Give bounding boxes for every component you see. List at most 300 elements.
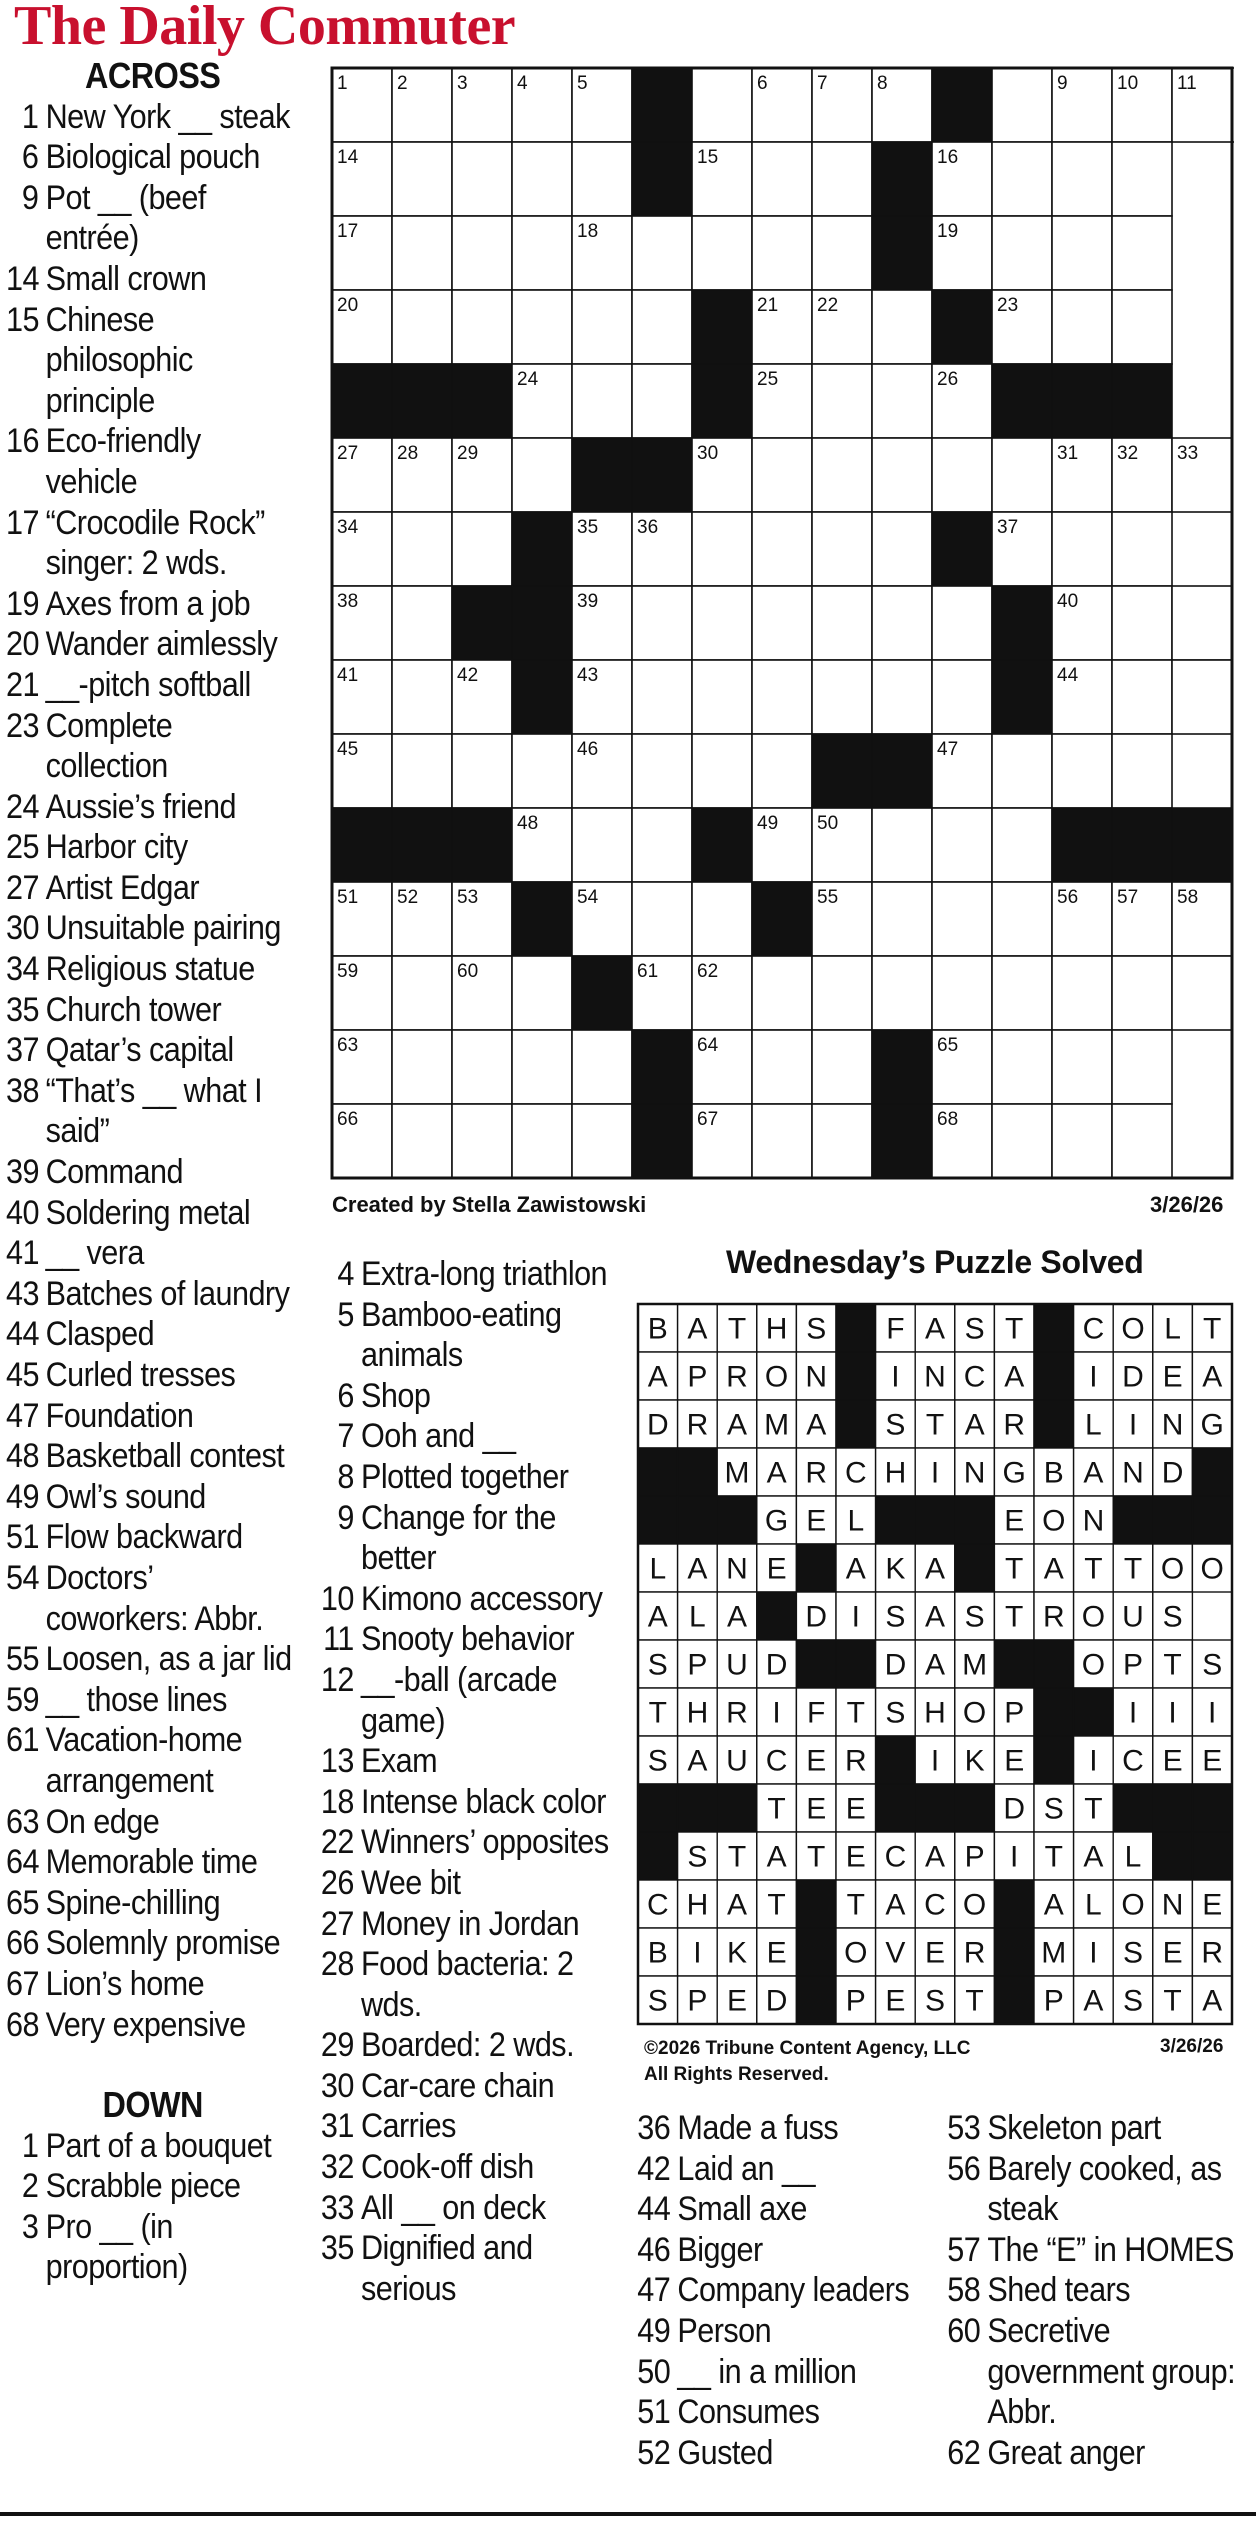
grid-square[interactable] — [992, 142, 1052, 216]
square-number: 3 — [457, 73, 468, 94]
grid-square[interactable] — [452, 734, 512, 808]
grid-square[interactable] — [452, 216, 512, 290]
puzzle-credit: Created by Stella Zawistowski — [332, 1192, 647, 1217]
clue-down_col3-52 — [636, 2433, 924, 2474]
solved-black-square — [1192, 1496, 1232, 1544]
clue-down_col3-42 — [636, 2149, 924, 2190]
solved-letter: A — [766, 1840, 787, 1874]
solved-letter: S — [964, 1312, 985, 1346]
clue-text: Exam — [361, 1742, 438, 1781]
clue-number: 16 — [6, 422, 39, 461]
grid-square[interactable] — [572, 142, 632, 216]
clue-text: Command — [45, 1153, 183, 1192]
grid-square[interactable] — [992, 734, 1052, 808]
clue-down_col4-60 — [946, 2311, 1243, 2433]
square-number: 34 — [337, 517, 359, 538]
grid-square[interactable] — [632, 364, 692, 438]
grid-square[interactable] — [752, 438, 812, 512]
solved-letter: T — [767, 1792, 786, 1826]
solved-letter: I — [1010, 1840, 1019, 1874]
grid-square[interactable] — [812, 438, 872, 512]
grid-square[interactable] — [572, 364, 632, 438]
grid-square[interactable] — [1052, 290, 1112, 364]
solved-letter: R — [726, 1696, 748, 1730]
clue-text: Small axe — [677, 2190, 807, 2229]
grid-square[interactable] — [692, 586, 752, 660]
solved-letter: N — [924, 1360, 946, 1394]
grid-square[interactable] — [392, 1104, 452, 1178]
black-square — [872, 142, 932, 216]
solved-letter: D — [1161, 1456, 1184, 1490]
grid-square[interactable] — [1052, 512, 1112, 586]
black-square — [992, 586, 1052, 660]
clue-number: 43 — [6, 1274, 39, 1313]
clue-number: 27 — [320, 1904, 354, 1943]
grid-square[interactable] — [692, 882, 752, 956]
square-number: 51 — [337, 887, 359, 908]
solved-black-square — [1034, 1352, 1074, 1400]
solved-letter: D — [765, 1984, 788, 2018]
clue-down_col4-57 — [946, 2230, 1243, 2271]
solved-letter: U — [726, 1744, 748, 1778]
grid-square[interactable] — [392, 142, 452, 216]
solved-letter: N — [1122, 1456, 1144, 1490]
clue-across-68 — [6, 2005, 299, 2046]
grid-square[interactable] — [452, 1030, 512, 1104]
grid-square[interactable] — [512, 734, 572, 808]
square-number: 47 — [937, 739, 959, 760]
grid-square[interactable] — [992, 808, 1052, 882]
clue-number: 17 — [6, 503, 39, 542]
grid-square[interactable] — [752, 586, 812, 660]
solved-letter: R — [963, 1936, 986, 1970]
solved-black-square — [678, 1496, 718, 1544]
solved-letter: E — [1162, 1936, 1183, 1970]
solved-letter: T — [965, 1984, 984, 2018]
grid-square[interactable] — [392, 734, 452, 808]
grid-square[interactable] — [932, 438, 992, 512]
clue-text: Winners’ opposites — [361, 1823, 609, 1862]
grid-square[interactable] — [872, 808, 932, 882]
grid-square[interactable] — [812, 216, 872, 290]
clue-number: 42 — [637, 2149, 671, 2188]
grid-square[interactable] — [812, 512, 872, 586]
solved-letter: C — [924, 1888, 946, 1922]
grid-square[interactable] — [872, 438, 932, 512]
grid-square[interactable] — [1172, 956, 1232, 1030]
solved-black-square — [876, 1736, 916, 1784]
clue-number: 50 — [637, 2352, 671, 2391]
solved-black-square — [638, 1496, 678, 1544]
solved-black-square — [955, 1784, 995, 1832]
grid-square[interactable] — [992, 882, 1052, 956]
square-number: 45 — [337, 739, 359, 760]
solved-letter: A — [687, 1744, 708, 1778]
grid-square[interactable] — [932, 956, 992, 1030]
grid-square[interactable] — [572, 290, 632, 364]
grid-square[interactable] — [1112, 1030, 1172, 1104]
solved-black-square — [1153, 1832, 1193, 1880]
grid-square[interactable] — [812, 1030, 872, 1104]
grid-square[interactable] — [932, 882, 992, 956]
grid-square[interactable] — [512, 216, 572, 290]
grid-square[interactable] — [512, 956, 572, 1030]
masthead: The Daily Commuter — [14, 0, 516, 57]
grid-square[interactable] — [992, 438, 1052, 512]
grid-square[interactable] — [812, 1104, 872, 1178]
grid-square[interactable] — [572, 1030, 632, 1104]
square-number: 25 — [757, 369, 779, 390]
grid-square[interactable] — [1052, 216, 1112, 290]
solved-letter: U — [726, 1648, 748, 1682]
square-number: 8 — [877, 73, 888, 94]
black-square — [512, 512, 572, 586]
clue-down_col1-2 — [6, 2166, 299, 2207]
grid-square[interactable] — [992, 216, 1052, 290]
clue-number: 22 — [320, 1823, 354, 1862]
solved-black-square — [994, 1928, 1034, 1976]
grid-square[interactable] — [572, 1104, 632, 1178]
square-number: 64 — [697, 1035, 719, 1056]
grid-square[interactable] — [1112, 956, 1172, 1030]
solved-letter: O — [1081, 1600, 1106, 1634]
clue-text: Memorable time — [45, 1843, 258, 1882]
clue-down_col2-10 — [316, 1579, 613, 1620]
grid-square[interactable] — [452, 290, 512, 364]
square-number: 2 — [397, 73, 408, 94]
solved-black-square — [638, 1448, 678, 1496]
black-square — [1052, 808, 1112, 882]
grid-square[interactable] — [512, 1030, 572, 1104]
solved-letter: A — [924, 1552, 946, 1586]
solved-letter: N — [1161, 1888, 1184, 1922]
solved-letter: I — [930, 1456, 940, 1490]
copyright — [644, 2036, 971, 2088]
grid-square[interactable] — [392, 586, 452, 660]
grid-square[interactable] — [872, 882, 932, 956]
grid-square[interactable] — [1052, 956, 1112, 1030]
grid-square[interactable] — [1052, 1104, 1112, 1178]
clue-number: 26 — [320, 1863, 354, 1902]
clue-across-38 — [6, 1071, 299, 1152]
grid-square[interactable] — [1172, 660, 1232, 734]
square-number: 58 — [1177, 887, 1199, 908]
solved-letter: A — [647, 1360, 668, 1394]
grid-square[interactable] — [632, 660, 692, 734]
square-number: 21 — [757, 295, 779, 316]
square-number: 67 — [697, 1109, 719, 1130]
grid-square[interactable] — [872, 586, 932, 660]
solved-black-square — [1192, 1832, 1232, 1880]
square-number: 11 — [1177, 73, 1197, 94]
solved-letter: O — [962, 1696, 987, 1730]
solved-letter: K — [885, 1552, 906, 1586]
clue-number: 62 — [947, 2433, 981, 2472]
solved-letter: D — [1003, 1792, 1026, 1826]
down-clues-col3 — [636, 2108, 924, 2473]
grid-square[interactable] — [992, 1104, 1052, 1178]
solved-letter: S — [647, 1648, 668, 1682]
square-number: 29 — [457, 443, 479, 464]
clue-number: 53 — [947, 2109, 981, 2147]
solved-letter: P — [1043, 1984, 1064, 2018]
solved-letter: I — [1089, 1744, 1098, 1778]
grid-square[interactable] — [392, 956, 452, 1030]
grid-square[interactable] — [512, 290, 572, 364]
solved-letter: K — [726, 1936, 748, 1970]
grid-square[interactable] — [812, 364, 872, 438]
clue-across-55 — [6, 1639, 299, 1680]
grid-square[interactable] — [932, 808, 992, 882]
crossword-grid — [330, 66, 1234, 1188]
clue-text: __ in a million — [677, 2352, 857, 2391]
solved-letter: E — [885, 1984, 906, 2018]
solved-letter: E — [924, 1936, 946, 1970]
clue-across-61 — [6, 1720, 299, 1801]
grid-square[interactable] — [1112, 1104, 1172, 1178]
grid-square[interactable] — [812, 956, 872, 1030]
clue-text: Extra-long triathlon — [361, 1255, 608, 1293]
across-clues — [6, 56, 299, 2288]
grid-square[interactable] — [1112, 142, 1172, 216]
clue-number: 28 — [320, 1945, 354, 1984]
grid-square[interactable] — [992, 1030, 1052, 1104]
solved-date: 3/26/26 — [1160, 2036, 1224, 2057]
grid-square[interactable] — [872, 956, 932, 1030]
solved-black-square — [1034, 1304, 1074, 1352]
solved-letter: I — [772, 1696, 781, 1730]
clue-across-47 — [6, 1396, 299, 1437]
grid-square[interactable] — [752, 216, 812, 290]
grid-square[interactable] — [632, 734, 692, 808]
grid-square[interactable] — [1112, 512, 1172, 586]
solved-letter: A — [845, 1552, 866, 1586]
black-square — [572, 956, 632, 1030]
solved-letter: R — [1201, 1936, 1224, 1970]
solved-letter: P — [687, 1648, 708, 1682]
grid-square[interactable] — [692, 68, 752, 142]
clue-number: 56 — [947, 2149, 981, 2188]
black-square — [812, 734, 872, 808]
clue-across-37 — [6, 1030, 299, 1071]
clue-across-65 — [6, 1883, 299, 1924]
clue-number: 39 — [6, 1153, 39, 1192]
grid-square[interactable] — [1112, 586, 1172, 660]
square-number: 50 — [817, 813, 839, 834]
grid-square[interactable] — [632, 586, 692, 660]
grid-square[interactable] — [392, 512, 452, 586]
square-number: 4 — [517, 73, 528, 94]
grid-square[interactable] — [452, 142, 512, 216]
clue-across-39 — [6, 1152, 299, 1193]
solved-letter: V — [885, 1936, 906, 1970]
square-number: 61 — [637, 961, 659, 982]
grid-square[interactable] — [512, 438, 572, 512]
puzzle-date: 3/26/26 — [1150, 1192, 1224, 1217]
grid-square[interactable] — [392, 1030, 452, 1104]
grid-square[interactable] — [1052, 734, 1112, 808]
grid-square[interactable] — [692, 660, 752, 734]
grid-square[interactable] — [632, 290, 692, 364]
grid-square[interactable] — [752, 1104, 812, 1178]
grid-square[interactable] — [992, 68, 1052, 142]
grid-square[interactable] — [872, 660, 932, 734]
square-number: 48 — [517, 813, 539, 834]
solved-letter: S — [806, 1312, 827, 1346]
square-number: 18 — [577, 221, 599, 242]
clue-number: 33 — [320, 2188, 354, 2227]
clue-number: 30 — [6, 909, 39, 948]
clue-text: Wander aimlessly — [45, 625, 278, 664]
clue-down_col3-50 — [636, 2352, 924, 2393]
clue-number: 2 — [21, 2167, 39, 2206]
grid-square[interactable] — [452, 1104, 512, 1178]
solved-letter: N — [805, 1360, 828, 1394]
clue-number: 1 — [21, 97, 39, 136]
grid-square[interactable] — [692, 734, 752, 808]
clue-number: 6 — [21, 138, 39, 177]
solved-letter: A — [1004, 1360, 1025, 1394]
clue-text: Great anger — [987, 2433, 1145, 2472]
grid-square[interactable] — [1112, 290, 1172, 364]
clue-down_col2-28 — [316, 1944, 613, 2025]
grid-square[interactable] — [1112, 734, 1172, 808]
grid-square[interactable] — [872, 290, 932, 364]
clue-text: Wee bit — [361, 1863, 461, 1902]
solved-letter: L — [1124, 1840, 1142, 1874]
grid-square[interactable] — [752, 956, 812, 1030]
grid-square[interactable] — [692, 216, 752, 290]
grid-square[interactable] — [1172, 586, 1232, 660]
black-square — [452, 364, 512, 438]
solved-black-square — [1113, 1784, 1153, 1832]
black-square — [932, 512, 992, 586]
grid-square[interactable] — [632, 216, 692, 290]
solved-black-square — [796, 1880, 836, 1928]
grid-square[interactable] — [752, 660, 812, 734]
solved-letter: A — [1083, 1984, 1104, 2018]
solved-black-square — [678, 1448, 718, 1496]
square-number: 52 — [397, 887, 419, 908]
clue-text: Shop — [361, 1376, 431, 1415]
solved-letter: P — [964, 1840, 985, 1874]
solved-letter: N — [726, 1552, 748, 1586]
grid-square[interactable] — [752, 512, 812, 586]
grid-square[interactable] — [632, 882, 692, 956]
black-square — [752, 882, 812, 956]
solved-letter: T — [727, 1312, 747, 1346]
grid-square[interactable] — [452, 512, 512, 586]
clue-across-23 — [6, 706, 299, 787]
grid-square[interactable] — [752, 734, 812, 808]
solved-black-square — [638, 1832, 678, 1880]
solved-letter: T — [1084, 1792, 1103, 1826]
clue-text: Person — [677, 2311, 772, 2350]
solved-letter: T — [846, 1888, 865, 1922]
solved-black-square — [1153, 1784, 1193, 1832]
grid-square[interactable] — [932, 586, 992, 660]
grid-square[interactable] — [572, 808, 632, 882]
solved-black-square — [836, 1640, 876, 1688]
solved-letter: C — [884, 1840, 907, 1874]
solved-letter: A — [1043, 1552, 1064, 1586]
clue-text: Basketball contest — [45, 1437, 285, 1476]
black-square — [1172, 808, 1232, 882]
grid-square[interactable] — [992, 956, 1052, 1030]
solved-letter: A — [924, 1648, 946, 1682]
grid-square[interactable] — [812, 660, 872, 734]
solved-letter: T — [1163, 1648, 1182, 1682]
square-number: 15 — [697, 147, 719, 168]
clue-across-24 — [6, 787, 299, 828]
copyright-line: ©2026 Tribune Content Agency, LLC — [644, 2038, 971, 2059]
grid-square[interactable] — [872, 364, 932, 438]
solved-letter: P — [687, 1360, 708, 1394]
solved-letter: L — [1164, 1312, 1181, 1346]
grid-square[interactable] — [812, 142, 872, 216]
clue-number: 5 — [337, 1295, 354, 1334]
solved-letter: M — [1041, 1936, 1067, 1970]
solved-black-square — [796, 1640, 836, 1688]
grid-square[interactable] — [392, 660, 452, 734]
grid-square[interactable] — [512, 1104, 572, 1178]
clue-text: Chinese philosophic principle — [45, 300, 193, 420]
solved-letter: S — [1043, 1792, 1064, 1826]
clue-text: Laid an __ — [677, 2149, 815, 2188]
clue-text: Bigger — [677, 2230, 763, 2269]
grid-square[interactable] — [392, 290, 452, 364]
solved-letter: A — [1202, 1984, 1223, 2018]
grid-square[interactable] — [1052, 1030, 1112, 1104]
solved-letter: E — [1162, 1360, 1183, 1394]
black-square — [632, 142, 692, 216]
grid-square[interactable] — [812, 586, 872, 660]
clue-across-1 — [6, 97, 299, 138]
solved-letter: S — [885, 1408, 906, 1442]
square-number: 63 — [337, 1035, 359, 1056]
clue-down_col1-1 — [6, 2126, 299, 2167]
grid-square[interactable] — [932, 660, 992, 734]
grid-square[interactable] — [1052, 142, 1112, 216]
grid-square[interactable] — [632, 808, 692, 882]
across-header: ACROSS — [85, 55, 221, 96]
solved-black-square — [717, 1496, 757, 1544]
grid-square[interactable] — [512, 142, 572, 216]
clue-across-44 — [6, 1314, 299, 1355]
clue-across-17 — [6, 503, 299, 584]
clue-text: Unsuitable pairing — [45, 909, 281, 948]
grid-square[interactable] — [752, 142, 812, 216]
solved-letter: O — [1121, 1888, 1145, 1922]
solved-letter: R — [726, 1360, 748, 1394]
black-square — [932, 290, 992, 364]
clue-across-59 — [6, 1680, 299, 1721]
grid-square[interactable] — [752, 1030, 812, 1104]
clue-number: 13 — [320, 1742, 354, 1781]
square-number: 30 — [697, 443, 719, 464]
solved-letter: H — [765, 1312, 788, 1346]
clue-number: 51 — [6, 1518, 39, 1557]
solved-letter: A — [885, 1888, 906, 1922]
clue-text: __-ball (arcade game) — [361, 1660, 558, 1740]
grid-square[interactable] — [1112, 216, 1172, 290]
grid-square[interactable] — [692, 512, 752, 586]
clue-across-49 — [6, 1477, 299, 1518]
grid-square[interactable] — [872, 512, 932, 586]
grid-square[interactable] — [392, 216, 452, 290]
grid-square[interactable] — [1112, 660, 1172, 734]
square-number: 6 — [757, 73, 768, 94]
